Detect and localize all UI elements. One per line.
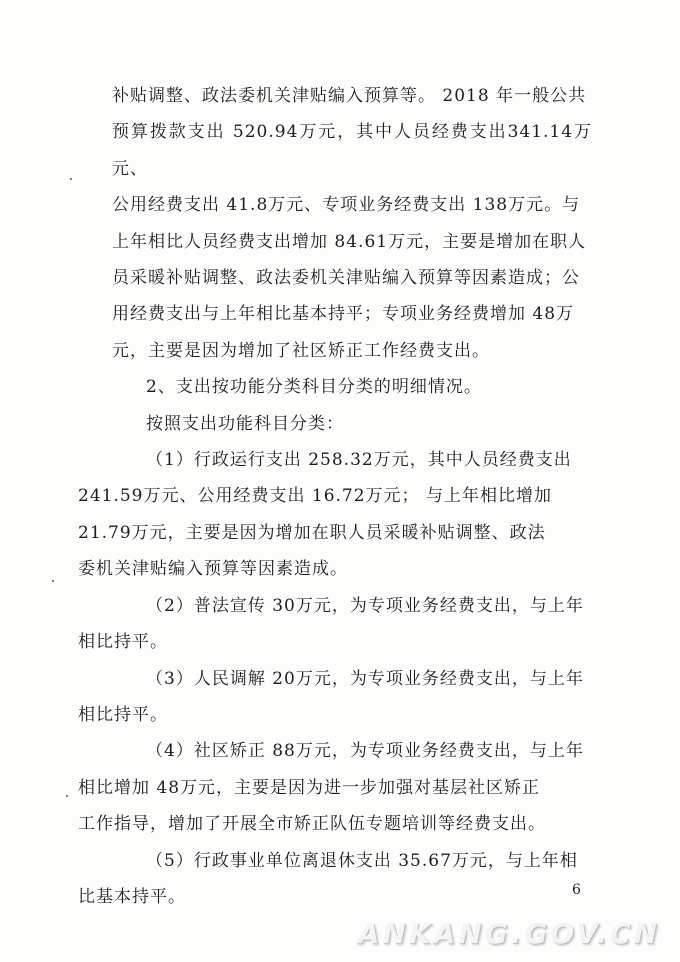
text-line: 上年相比人员经费支出增加 84.61万元，主要是增加在职人 bbox=[112, 231, 587, 252]
list-item-community-correction bbox=[78, 733, 592, 842]
text-line: （2）普法宣传 30万元，为专项业务经费支出，与上年 bbox=[146, 595, 584, 616]
text-line: 241.59万元、公用经费支出 16.72万元； 与上年相比增加 bbox=[78, 486, 552, 507]
text-line: 比基本持平。 bbox=[78, 886, 186, 907]
section-heading bbox=[112, 369, 592, 405]
text-line: 预算拨款支出 520.94万元，其中人员经费支出341.14万元、 bbox=[112, 122, 592, 179]
site-watermark: ANKANG.GOV.CN bbox=[357, 917, 660, 950]
text-line: 相比增加 48万元，主要是因为进一步加强对基层社区矫正 bbox=[78, 777, 541, 798]
text-line: 补贴调整、政法委机关津贴编入预算等。 2018 年一般公共 bbox=[112, 86, 587, 106]
text-line: 相比持平。 bbox=[78, 632, 168, 653]
scan-speck bbox=[70, 178, 72, 180]
document-body bbox=[78, 78, 592, 915]
text-line: 21.79万元，主要是因为增加在职人员采暖补贴调整、政法 bbox=[78, 522, 546, 543]
list-item-people-mediation bbox=[78, 661, 592, 734]
list-item-legal-publicity bbox=[78, 588, 592, 661]
text-line: （4）社区矫正 88万元，为专项业务经费支出，与上年 bbox=[146, 741, 584, 762]
text-line: （3）人民调解 20万元，为专项业务经费支出，与上年 bbox=[146, 668, 584, 689]
text-line: 相比持平。 bbox=[78, 704, 168, 725]
text-line: 按照支出功能科目分类： bbox=[146, 413, 344, 434]
text-line: 公用经费支出 41.8万元、专项业务经费支出 138万元。与 bbox=[112, 195, 581, 216]
list-item-retirement bbox=[78, 843, 592, 916]
text-line: 用经费支出与上年相比基本持平；专项业务经费增加 48万 bbox=[112, 304, 575, 325]
text-line: 元，主要是因为增加了社区矫正工作经费支出。 bbox=[112, 340, 490, 361]
text-line: 员采暖补贴调整、政法委机关津贴编入预算等因素造成；公 bbox=[112, 268, 580, 289]
scan-speck bbox=[52, 580, 54, 582]
text-line: （1）行政运行支出 258.32万元，其中人员经费支出 bbox=[146, 450, 572, 471]
paragraph-intro bbox=[112, 406, 592, 442]
scan-speck bbox=[66, 795, 68, 797]
list-item-administrative-operation bbox=[78, 442, 592, 588]
page-number: 6 bbox=[572, 882, 581, 898]
text-line: 委机关津贴编入预算等因素造成。 bbox=[78, 559, 348, 580]
paragraph-budget-summary bbox=[112, 78, 592, 369]
text-line: 工作指导，增加了开展全市矫正队伍专题培训等经费支出。 bbox=[78, 814, 546, 835]
text-line: （5）行政事业单位离退休支出 35.67万元，与上年相 bbox=[146, 850, 578, 871]
text-line: 2、支出按功能分类科目分类的明细情况。 bbox=[146, 377, 482, 398]
